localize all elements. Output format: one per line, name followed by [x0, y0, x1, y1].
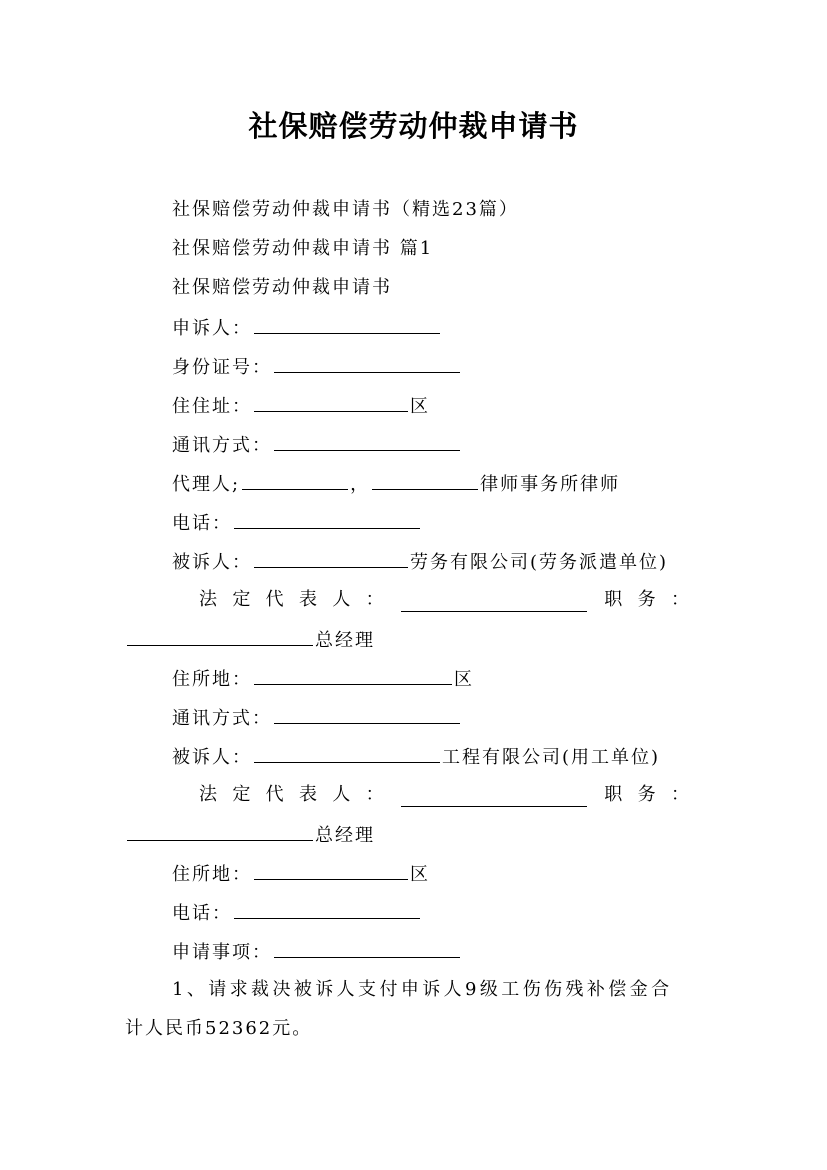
legal-representative-row-2	[199, 783, 689, 807]
residence-row-1	[172, 666, 474, 692]
position-blank[interactable]	[127, 627, 313, 646]
position-char: 职	[604, 784, 623, 805]
request-item-1-line-2: 计人民币52362元。	[125, 1018, 313, 1039]
complainant-row	[172, 315, 442, 341]
legal-rep-char: ：	[365, 784, 384, 805]
legal-rep-char: 表	[298, 784, 317, 805]
respondent-1-suffix: 劳务有限公司(劳务派遣单位)	[410, 552, 669, 573]
legal-rep-char: 代	[265, 784, 284, 805]
complainant-label: 申诉人：	[172, 318, 252, 339]
id-number-label: 身份证号：	[172, 357, 272, 378]
residence-blank[interactable]	[254, 861, 408, 880]
general-manager: 总经理	[315, 630, 375, 651]
legal-rep-char: 定	[232, 589, 251, 610]
respondent-2-label: 被诉人：	[172, 747, 252, 768]
legal-rep-char: 法	[199, 784, 217, 805]
respondent-1-label: 被诉人：	[172, 552, 252, 573]
respondent-1-blank[interactable]	[254, 549, 408, 568]
complainant-blank[interactable]	[254, 315, 440, 334]
subtitle-article-1: 社保赔偿劳动仲裁申请书 篇1	[172, 238, 434, 259]
position-row-1	[125, 627, 375, 653]
phone-row-2	[172, 900, 422, 926]
legal-rep-blank[interactable]	[401, 593, 587, 612]
subtitle-collection: 社保赔偿劳动仲裁申请书（精选23篇）	[172, 199, 519, 220]
residence-label: 住所地：	[172, 669, 252, 690]
request-item-1-line-1: 1、请求裁决被诉人支付申诉人9级工伤伤残补偿金合	[172, 979, 673, 1000]
phone-blank[interactable]	[234, 900, 420, 919]
position-char: ：	[670, 589, 689, 610]
legal-rep-char: 表	[298, 589, 317, 610]
contact-label: 通讯方式：	[172, 708, 272, 729]
address-suffix: 区	[410, 396, 430, 417]
legal-rep-char: 人	[332, 589, 351, 610]
residence-label: 住所地：	[172, 864, 252, 885]
contact-blank[interactable]	[274, 432, 460, 451]
legal-rep-char: 代	[265, 589, 284, 610]
agent-row	[172, 471, 620, 497]
phone-label: 电话：	[172, 903, 232, 924]
residence-row-2	[172, 861, 430, 887]
contact-row	[172, 432, 462, 458]
request-items-label: 申请事项：	[172, 942, 272, 963]
residence-suffix: 区	[454, 669, 474, 690]
id-number-blank[interactable]	[274, 354, 460, 373]
phone-blank[interactable]	[234, 510, 420, 529]
address-row	[172, 393, 430, 419]
respondent-2-suffix: 工程有限公司(用工单位)	[442, 747, 661, 768]
position-char: 务	[637, 589, 656, 610]
address-label: 住住址：	[172, 396, 252, 417]
contact-blank[interactable]	[274, 705, 460, 724]
respondent-2-row	[172, 744, 660, 770]
residence-blank[interactable]	[254, 666, 452, 685]
agent-name-blank[interactable]	[242, 471, 348, 490]
general-manager: 总经理	[315, 825, 375, 846]
address-blank[interactable]	[254, 393, 408, 412]
agent-firm-blank[interactable]	[372, 471, 478, 490]
agent-suffix: 律师事务所律师	[480, 474, 621, 495]
legal-rep-blank[interactable]	[401, 788, 587, 807]
residence-suffix: 区	[410, 864, 430, 885]
contact-label: 通讯方式：	[172, 435, 272, 456]
position-row-2	[125, 822, 375, 848]
respondent-2-blank[interactable]	[254, 744, 440, 763]
agent-label: 代理人;	[172, 474, 241, 495]
legal-rep-char: 人	[332, 784, 351, 805]
agent-comma: ，	[350, 474, 371, 495]
request-items-blank[interactable]	[274, 939, 460, 958]
position-char: ：	[670, 784, 689, 805]
contact-row-2	[172, 705, 462, 731]
respondent-1-row	[172, 549, 668, 575]
phone-row-1	[172, 510, 422, 536]
legal-rep-char: ：	[365, 589, 384, 610]
phone-label: 电话：	[172, 513, 232, 534]
legal-rep-char: 法	[199, 589, 217, 610]
document-title: 社保赔偿劳动仲裁申请书	[248, 109, 579, 143]
position-char: 务	[637, 784, 656, 805]
position-char: 职	[604, 589, 623, 610]
legal-representative-row-1	[199, 588, 689, 612]
position-blank[interactable]	[127, 822, 313, 841]
id-number-row	[172, 354, 462, 380]
legal-rep-char: 定	[232, 784, 251, 805]
article-heading: 社保赔偿劳动仲裁申请书	[172, 277, 392, 298]
request-items-row	[172, 939, 462, 965]
